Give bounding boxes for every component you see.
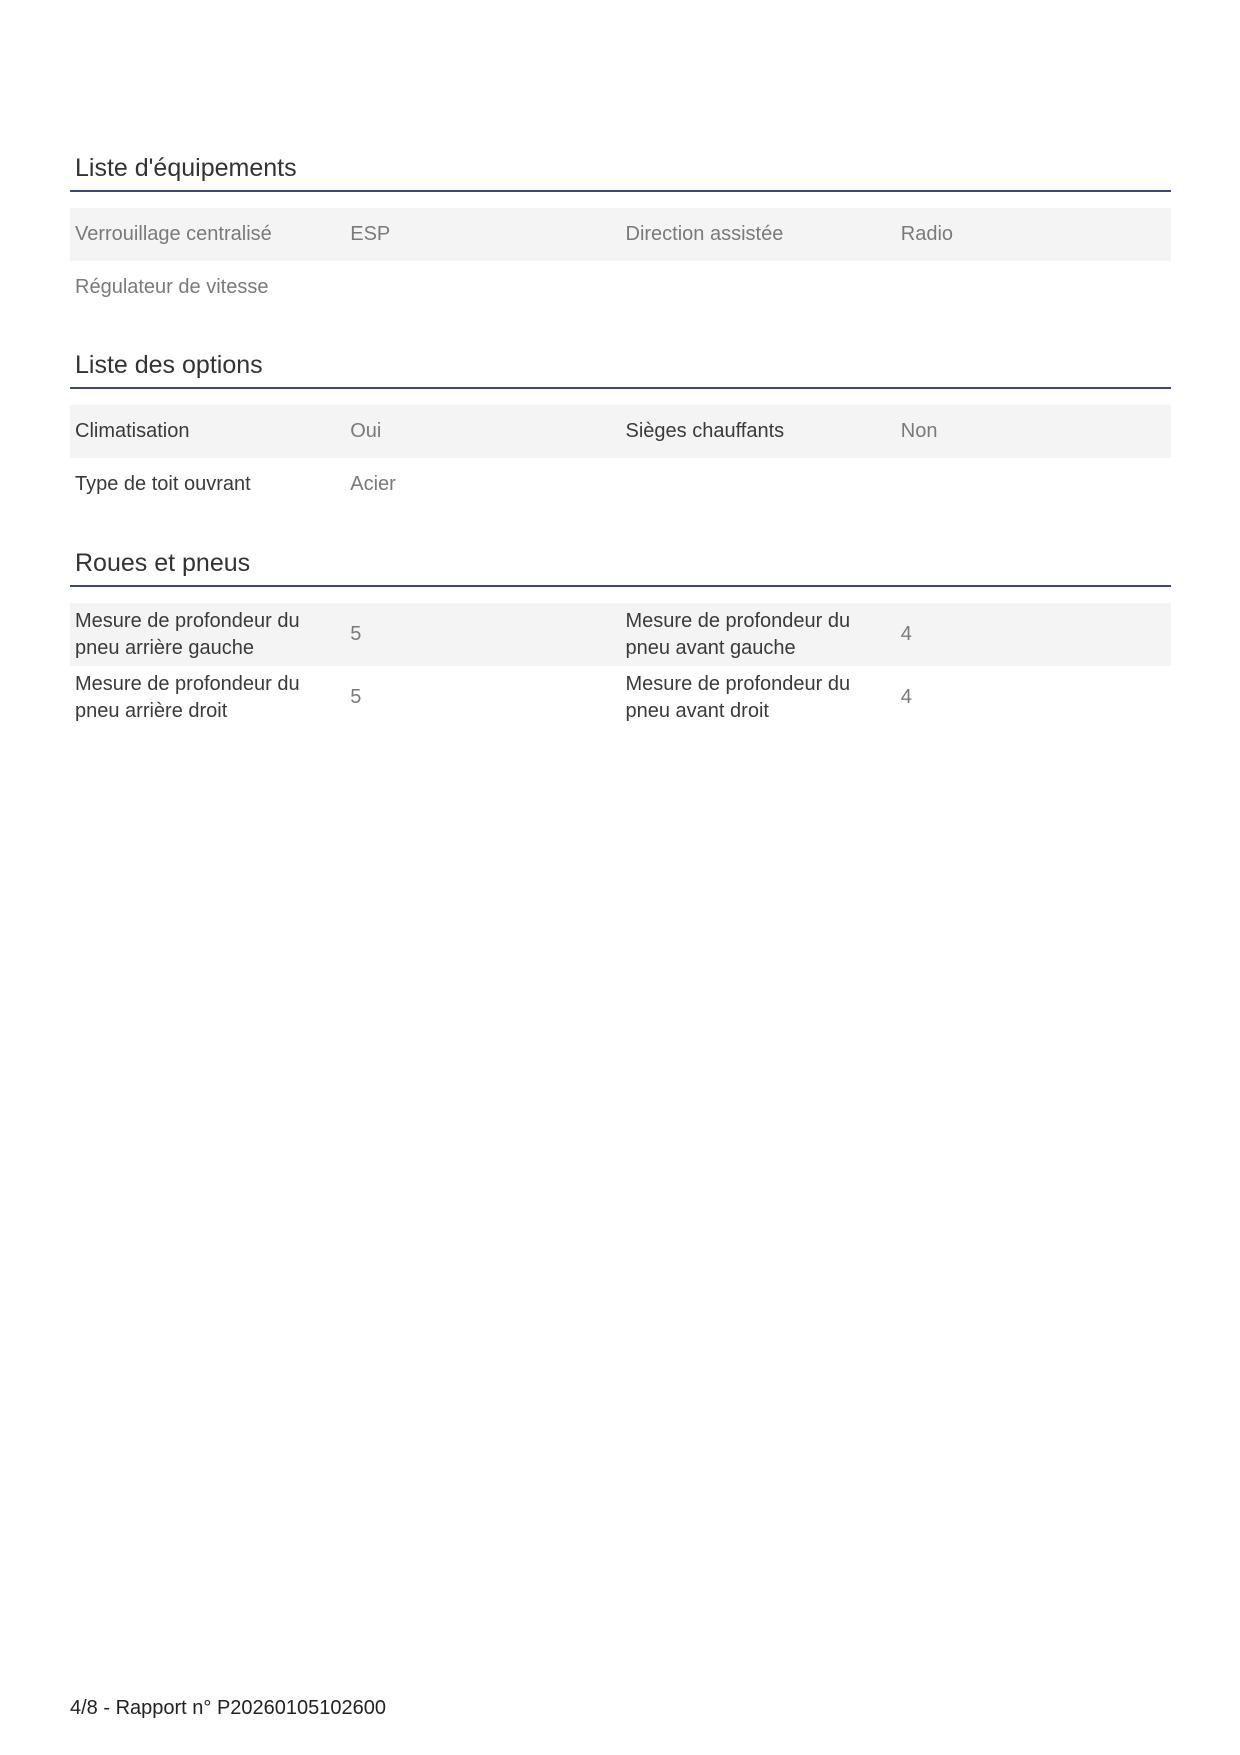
tire-measure-label: Mesure de profondeur du pneu avant gauche [625,609,851,659]
option-value: Non [900,420,938,442]
table-row [70,458,1171,511]
section-title-wheels-tires: Roues et pneus [70,545,1171,587]
option-value: Oui [350,420,382,442]
page-footer: 4/8 - Rapport n° P20260105102600 [70,1697,387,1719]
equipment-item: Verrouillage centralisé [75,223,272,245]
tire-measure-value: 4 [900,623,912,645]
tire-measure-value: 5 [350,686,362,708]
option-label: Type de toit ouvrant [75,473,251,495]
tire-measure-value: 5 [350,623,362,645]
section-equipment [70,150,1171,314]
equipment-item: ESP [350,223,391,245]
tire-measure-label: Mesure de profondeur du pneu arrière droit [75,672,300,722]
tire-measure-label: Mesure de profondeur du pneu arrière gauche [75,609,300,659]
option-value: Acier [350,473,396,495]
option-label: Sièges chauffants [625,420,785,442]
equipment-grid [70,208,1171,314]
equipment-item: Direction assistée [625,223,784,245]
equipment-item: Radio [900,223,954,245]
table-row [70,405,1171,458]
wheels-tires-grid [70,603,1171,729]
table-row [70,666,1171,729]
section-title-equipment: Liste d'équipements [70,150,1171,192]
section-wheels-tires [70,545,1171,729]
table-row [70,261,1171,314]
table-row [70,208,1171,261]
options-grid [70,405,1171,511]
tire-measure-value: 4 [900,686,912,708]
table-row [70,603,1171,666]
section-title-options: Liste des options [70,347,1171,389]
equipment-item: Régulateur de vitesse [75,276,269,298]
section-options [70,347,1171,511]
option-label: Climatisation [75,420,190,442]
tire-measure-label: Mesure de profondeur du pneu avant droit [625,672,851,722]
